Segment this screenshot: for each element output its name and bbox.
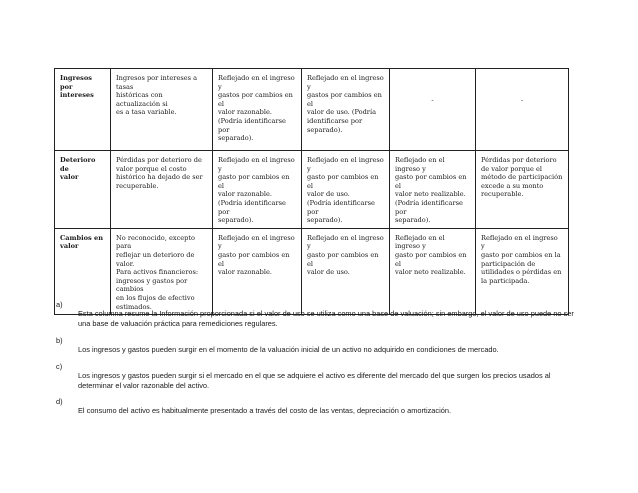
table-cell: -	[476, 69, 569, 151]
footnote-label: d)	[56, 397, 63, 406]
row-header-ingresos: Ingresos por intereses	[55, 69, 111, 151]
table-cell: Reflejado en el ingreso y gasto por cambios en el valor neto realizable. (Podría identificarse por separado).	[390, 151, 476, 229]
table-cell: Reflejado en el ingreso y gasto por cambios en el valor de uso.	[302, 228, 390, 314]
table-cell: -	[390, 69, 476, 151]
table-cell: No reconocido, excepto para reflejar un deterioro de valor. Para activos financieros: ingresos y gastos por cambios en los flujos de efectivo estimados.	[111, 228, 213, 314]
table-row	[55, 151, 569, 229]
table-cell: Reflejado en el ingreso y gasto por cambios en la participación de utilidades o pérdidas en la participada.	[476, 228, 569, 314]
footnote-text: El consumo del activo es habitualmente presentado a través del costo de las ventas, depreciación o amortización.	[78, 406, 452, 415]
footnote-label: b)	[56, 336, 63, 345]
table-cell: Reflejado en el ingreso y gasto por cambios en el valor razonable.	[213, 228, 302, 314]
table-cell: Reflejado en el ingreso y gastos por cambios en el valor de uso. (Podría identificarse por separado).	[302, 69, 390, 151]
table-cell: Reflejado en el ingreso y gasto por cambios en el valor de uso. (Podría identificarse por separado).	[302, 151, 390, 229]
table-cell: Pérdidas por deterioro de valor porque el costo histórico ha dejado de ser recuperable.	[111, 151, 213, 229]
table-cell: Reflejado en el ingreso y gastos por cambios en el valor razonable. (Podría identificarse por separado).	[213, 69, 302, 151]
row-header-deterioro: Deterioro de valor	[55, 151, 111, 229]
table-row	[55, 228, 569, 314]
table-cell: Reflejado en el ingreso y gasto por cambios en el valor neto realizable.	[390, 228, 476, 314]
table-cell: Ingresos por intereses a tasas históricas con actualización si es a tasa variable.	[111, 69, 213, 151]
footnote-label: a)	[56, 300, 63, 309]
footnote-label: c)	[56, 362, 63, 371]
valuation-table	[54, 68, 569, 315]
table-row	[55, 69, 569, 151]
table-cell: Pérdidas por deterioro de valor porque el método de participación excede a su monto recuperable.	[476, 151, 569, 229]
table-cell: Reflejado en el ingreso y gasto por cambios en el valor razonable. (Podría identificarse por separado).	[213, 151, 302, 229]
row-header-cambios: Cambios en valor	[55, 228, 111, 314]
footnote-text: Esta columna resume la Información proporcionada si el valor de uso se utiliza como una base de valuación; sin embargo, el valor de uso puede no ser una base de valuación práctica para remediciones regulares.	[78, 309, 574, 328]
footnote-text: Los ingresos y gastos pueden surgir si el mercado en el que se adquiere el activo es diferente del mercado del que surgen los precios usados al determinar el valor razonable del activo.	[78, 371, 551, 390]
footnote-text: Los ingresos y gastos pueden surgir en el momento de la valuación inicial de un activo no adquirido en condiciones de mercado.	[78, 345, 499, 354]
